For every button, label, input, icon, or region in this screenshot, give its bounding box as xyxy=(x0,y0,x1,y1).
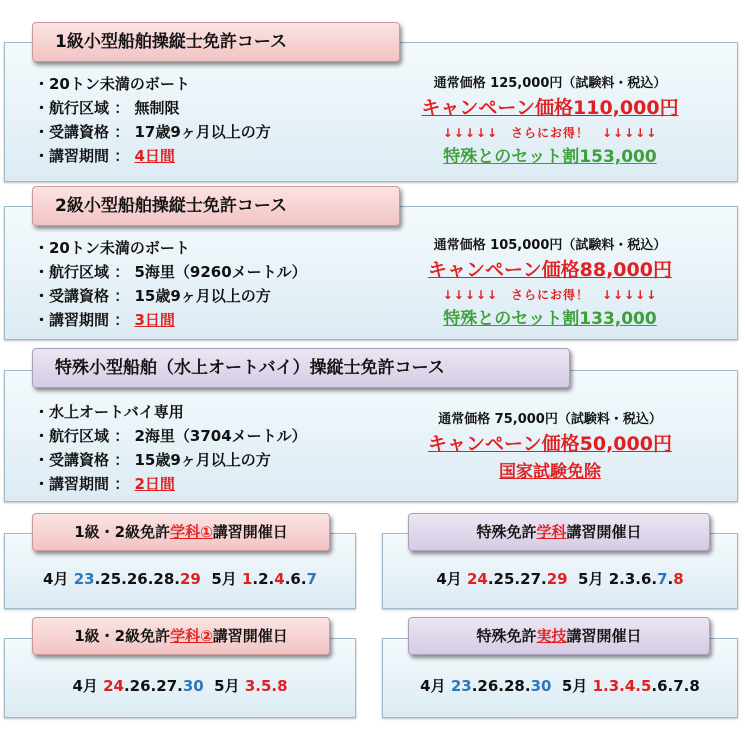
campaign-price: キャンペーン価格88,000円 xyxy=(428,259,672,281)
course1-item3 xyxy=(34,120,271,144)
course2-item1: ・20トン未満のボート xyxy=(34,239,190,257)
title-highlight: 実技 xyxy=(536,627,567,645)
qualification-value: 17歳9ヶ月以上の方 xyxy=(134,123,271,141)
course1-details xyxy=(34,72,271,168)
area-label: ・航行区域 ： xyxy=(34,427,135,445)
exam-exempt: 国家試験免除 xyxy=(499,462,601,482)
date-holiday: 4 xyxy=(274,570,285,588)
course3-item2 xyxy=(34,424,307,448)
area-label: ・航行区域 ： xyxy=(34,263,135,281)
schedule4-dates xyxy=(382,675,738,696)
period-value: 2日間 xyxy=(134,475,175,493)
course3-price xyxy=(380,410,720,486)
title-suffix: 講習開催日 xyxy=(566,523,642,541)
set-price: 特殊とのセット割153,000 xyxy=(443,147,657,167)
qualification-label: ・受講資格 ： xyxy=(34,287,135,305)
qualification-value: 15歳9ヶ月以上の方 xyxy=(134,451,271,469)
title-highlight: 学科 xyxy=(536,523,567,541)
course3-details xyxy=(34,400,307,496)
title-suffix: 講習開催日 xyxy=(212,523,288,541)
date-sep: . xyxy=(667,570,674,588)
course1-item4 xyxy=(34,144,271,168)
date-sat: 23 xyxy=(73,570,95,588)
course1-price xyxy=(380,74,720,170)
month-label: 4月 xyxy=(420,677,446,695)
course1-title: 1級小型船舶操縦士免許コース xyxy=(32,22,400,62)
course3-item3 xyxy=(34,448,307,472)
normal-price: 通常価格 75,000円（試験料・税込） xyxy=(438,412,662,427)
period-value: 4日間 xyxy=(134,147,175,165)
course2-details xyxy=(34,236,307,332)
course1-item2 xyxy=(34,96,271,120)
area-value: 2海里（3704メートル） xyxy=(134,427,307,445)
course2-price xyxy=(380,236,720,332)
month-label: 4月 xyxy=(436,570,462,588)
set-price: 特殊とのセット割133,000 xyxy=(443,309,657,329)
period-label: ・講習期間 ： xyxy=(34,475,135,493)
title-highlight: 学科① xyxy=(170,523,213,541)
date-holiday: 3.5.8 xyxy=(244,677,288,695)
date-holiday: 24 xyxy=(103,677,124,695)
month-label: 5月 xyxy=(211,570,237,588)
date-weekday: 2.3.6. xyxy=(608,570,658,588)
course3-item4 xyxy=(34,472,307,496)
normal-price: 通常価格 105,000円（試験料・税込） xyxy=(433,238,667,253)
date-holiday: 24 xyxy=(466,570,488,588)
qualification-value: 15歳9ヶ月以上の方 xyxy=(134,287,271,305)
date-holiday: 8 xyxy=(673,570,684,588)
more-deal-arrows: ↓↓↓↓↓ さらにお得！ ↓↓↓↓↓ xyxy=(442,126,658,140)
campaign-price: キャンペーン価格110,000円 xyxy=(421,97,679,119)
title-prefix: 1級・2級免許 xyxy=(74,627,171,645)
qualification-label: ・受講資格 ： xyxy=(34,123,135,141)
date-holiday: 1 xyxy=(241,570,253,588)
campaign-price: キャンペーン価格50,000円 xyxy=(428,433,672,455)
schedule2-dates xyxy=(382,568,738,589)
course3-title: 特殊小型船舶（水上オートバイ）操縦士免許コース xyxy=(32,348,570,388)
area-value: 無制限 xyxy=(134,99,180,117)
title-suffix: 講習開催日 xyxy=(566,627,642,645)
date-weekday: .26.27. xyxy=(123,677,183,695)
normal-price: 通常価格 125,000円（試験料・税込） xyxy=(433,76,667,91)
date-holiday: 1.3.4.5 xyxy=(592,677,652,695)
title-suffix: 講習開催日 xyxy=(212,627,288,645)
course2-item3 xyxy=(34,284,307,308)
month-label: 5月 xyxy=(578,570,604,588)
schedule3-title xyxy=(32,617,330,655)
date-weekday: .26.28. xyxy=(471,677,531,695)
month-label: 5月 xyxy=(561,677,588,695)
schedule1-dates xyxy=(4,568,356,589)
course3-item1: ・水上オートバイ専用 xyxy=(34,403,184,421)
date-holiday: 29 xyxy=(546,570,568,588)
course2-title: 2級小型船舶操縦士免許コース xyxy=(32,186,400,226)
date-weekday: .25.26.28. xyxy=(94,570,180,588)
title-highlight: 学科② xyxy=(170,627,213,645)
more-deal-arrows: ↓↓↓↓↓ さらにお得！ ↓↓↓↓↓ xyxy=(442,288,658,302)
schedule4-title xyxy=(408,617,710,655)
area-value: 5海里（9260メートル） xyxy=(134,263,307,281)
area-label: ・航行区域 ： xyxy=(34,99,135,117)
schedule1-title xyxy=(32,513,330,551)
date-weekday: .2. xyxy=(252,570,275,588)
month-label: 4月 xyxy=(43,570,69,588)
date-holiday: 29 xyxy=(179,570,201,588)
period-value: 3日間 xyxy=(134,311,175,329)
date-sat: 30 xyxy=(182,677,204,695)
date-weekday: .6. xyxy=(284,570,307,588)
date-sat: 7 xyxy=(657,570,668,588)
qualification-label: ・受講資格 ： xyxy=(34,451,135,469)
month-label: 5月 xyxy=(214,677,240,695)
schedule2-title xyxy=(408,513,710,551)
date-weekday: .6.7.8 xyxy=(651,677,700,695)
course1-item1: ・20トン未満のボート xyxy=(34,75,190,93)
date-sat: 23 xyxy=(450,677,472,695)
course2-item2 xyxy=(34,260,307,284)
title-prefix: 1級・2級免許 xyxy=(74,523,171,541)
title-prefix: 特殊免許 xyxy=(476,523,537,541)
date-sat: 30 xyxy=(530,677,552,695)
date-weekday: .25.27. xyxy=(487,570,547,588)
period-label: ・講習期間 ： xyxy=(34,311,135,329)
month-label: 4月 xyxy=(72,677,98,695)
title-prefix: 特殊免許 xyxy=(476,627,537,645)
schedule3-dates xyxy=(4,675,356,696)
course2-item4 xyxy=(34,308,307,332)
period-label: ・講習期間 ： xyxy=(34,147,135,165)
date-sat: 7 xyxy=(306,570,317,588)
